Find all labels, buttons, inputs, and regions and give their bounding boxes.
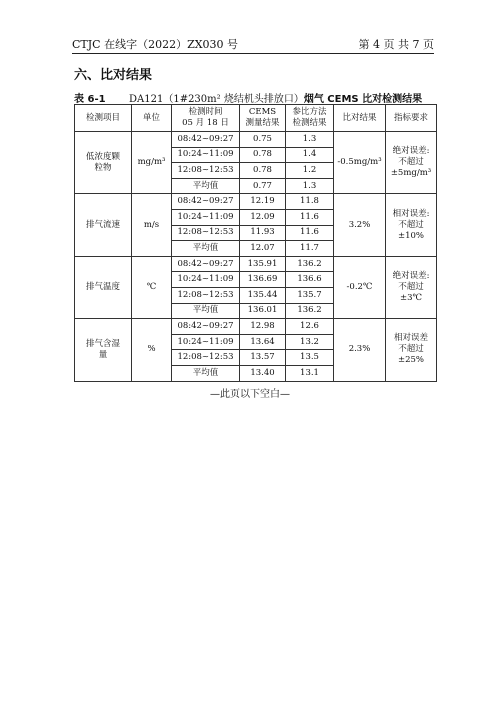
time-cell: 10:24~11:09 (172, 147, 240, 163)
unit-cell: m/s (132, 194, 172, 256)
cems-cell: 0.77 (240, 178, 286, 194)
table-header-row (75, 105, 437, 132)
cems-cell: 12.19 (240, 194, 286, 210)
cems-cell: 136.01 (240, 303, 286, 319)
table-title (129, 90, 422, 105)
time-cell: 08:42~09:27 (172, 256, 240, 272)
cems-cell: 13.40 (240, 365, 286, 381)
cems-cell: 0.78 (240, 147, 286, 163)
blank-page-note: —此页以下空白— (210, 389, 290, 400)
table-title-bold: 烟气 CEMS 比对检测结果 (303, 94, 423, 105)
cems-cell: 0.75 (240, 132, 286, 148)
reference-cell: 13.1 (286, 365, 334, 381)
time-cell: 10:24~11:09 (172, 334, 240, 350)
result-cell: 2.3% (334, 319, 386, 381)
table-number: 表 6-1 (74, 94, 106, 105)
table-body (75, 132, 437, 382)
document-number: CTJC 在线字（2022）ZX030 号 (72, 38, 239, 51)
comparison-table (74, 104, 437, 382)
requirement-cell: 相对误差: 不超过 ±10% (386, 194, 437, 256)
header-cell: 参比方法 检测结果 (286, 105, 334, 132)
result-cell: -0.2℃ (334, 256, 386, 318)
time-cell: 12:08~12:53 (172, 350, 240, 366)
header-cell: 单位 (132, 105, 172, 132)
unit-cell: ℃ (132, 256, 172, 318)
time-cell: 12:08~12:53 (172, 163, 240, 179)
reference-cell: 13.2 (286, 334, 334, 350)
reference-cell: 1.3 (286, 178, 334, 194)
table-caption (74, 90, 434, 104)
time-cell: 10:24~11:09 (172, 272, 240, 288)
cems-cell: 13.57 (240, 350, 286, 366)
item-cell: 低浓度颗 粒物 (75, 132, 132, 194)
requirement-cell: 相对误差 不超过 ±25% (386, 319, 437, 381)
time-cell: 08:42~09:27 (172, 194, 240, 210)
time-cell: 08:42~09:27 (172, 132, 240, 148)
cems-cell: 135.44 (240, 287, 286, 303)
result-cell: -0.5mg/m³ (334, 132, 386, 194)
reference-cell: 1.3 (286, 132, 334, 148)
reference-cell: 135.7 (286, 287, 334, 303)
requirement-cell: 绝对误差: 不超过 ±3℃ (386, 256, 437, 318)
page-number: 第 4 页 共 7 页 (358, 38, 434, 51)
item-cell: 排气温度 (75, 256, 132, 318)
header-cell: 检测项目 (75, 105, 132, 132)
time-cell: 08:42~09:27 (172, 319, 240, 335)
time-cell: 平均值 (172, 178, 240, 194)
header-divider (72, 53, 434, 54)
cems-cell: 12.98 (240, 319, 286, 335)
time-cell: 平均值 (172, 303, 240, 319)
table-row (75, 132, 437, 148)
table-row (75, 256, 437, 272)
table-row (75, 319, 437, 335)
time-cell: 10:24~11:09 (172, 209, 240, 225)
time-cell: 平均值 (172, 241, 240, 257)
header-cell: 指标要求 (386, 105, 437, 132)
cems-cell: 136.69 (240, 272, 286, 288)
unit-cell: % (132, 319, 172, 381)
reference-cell: 136.2 (286, 256, 334, 272)
cems-cell: 12.09 (240, 209, 286, 225)
cems-cell: 135.91 (240, 256, 286, 272)
cems-cell: 12.07 (240, 241, 286, 257)
header-cell: CEMS 测量结果 (240, 105, 286, 132)
header-cell: 检测时间 05 月 18 日 (172, 105, 240, 132)
page-header (72, 36, 434, 52)
cems-cell: 13.64 (240, 334, 286, 350)
reference-cell: 11.6 (286, 209, 334, 225)
reference-cell: 11.6 (286, 225, 334, 241)
table-row (75, 194, 437, 210)
item-cell: 排气流速 (75, 194, 132, 256)
section-title: 六、比对结果 (74, 68, 153, 83)
time-cell: 平均值 (172, 365, 240, 381)
reference-cell: 11.7 (286, 241, 334, 257)
cems-cell: 11.93 (240, 225, 286, 241)
result-cell: 3.2% (334, 194, 386, 256)
reference-cell: 13.5 (286, 350, 334, 366)
item-cell: 排气含湿 量 (75, 319, 132, 381)
header-cell: 比对结果 (334, 105, 386, 132)
table-title-prefix: DA121（1#230m² 烧结机头排放口） (129, 94, 304, 105)
cems-cell: 0.78 (240, 163, 286, 179)
reference-cell: 136.2 (286, 303, 334, 319)
reference-cell: 1.4 (286, 147, 334, 163)
reference-cell: 1.2 (286, 163, 334, 179)
reference-cell: 11.8 (286, 194, 334, 210)
requirement-cell: 绝对误差: 不超过 ±5mg/m³ (386, 132, 437, 194)
reference-cell: 12.6 (286, 319, 334, 335)
reference-cell: 136.6 (286, 272, 334, 288)
time-cell: 12:08~12:53 (172, 287, 240, 303)
unit-cell: mg/m³ (132, 132, 172, 194)
time-cell: 12:08~12:53 (172, 225, 240, 241)
